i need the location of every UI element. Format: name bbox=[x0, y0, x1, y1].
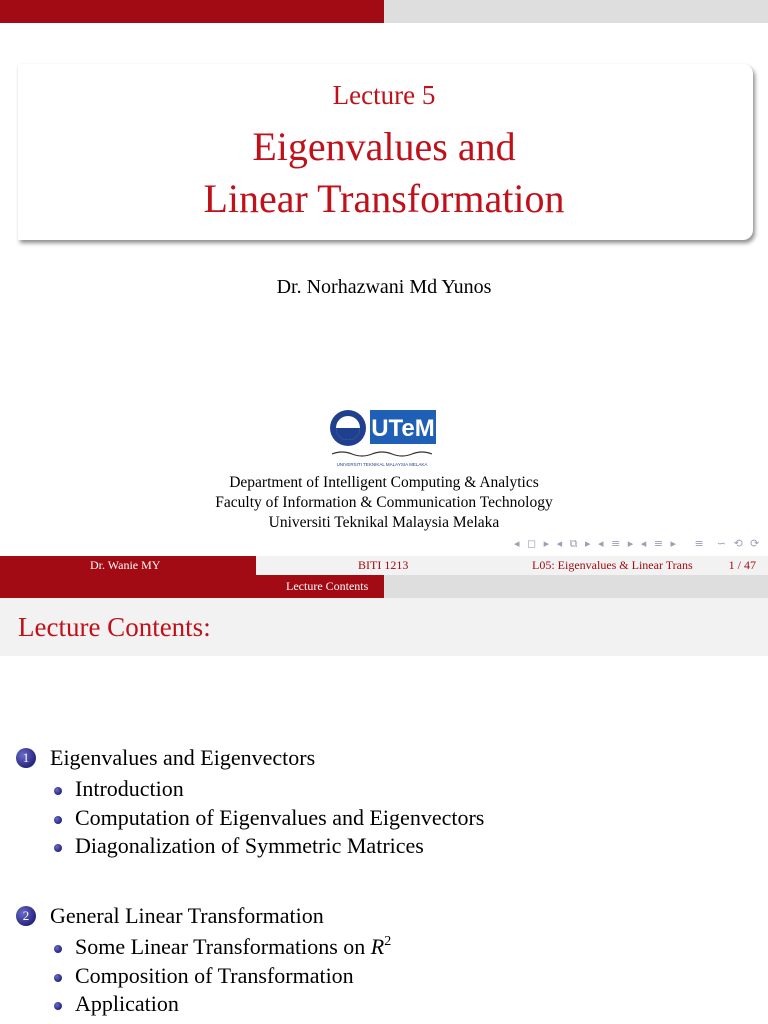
section-bar-right bbox=[384, 575, 768, 598]
section-navigation-label[interactable]: Lecture Contents bbox=[286, 579, 369, 593]
math-symbol: R bbox=[370, 934, 385, 959]
frame-title-bar bbox=[0, 598, 768, 656]
lecture-title bbox=[0, 121, 768, 225]
subsection-title: Diagonalization of Symmetric Matrices bbox=[75, 833, 424, 858]
toc-subsection[interactable] bbox=[16, 775, 736, 804]
logo-text: UTeM bbox=[371, 415, 435, 442]
subsection-title: Introduction bbox=[75, 776, 184, 801]
subsection-title: Computation of Eigenvalues and Eigenvectors bbox=[75, 804, 485, 830]
title-line-1: Eigenvalues and bbox=[252, 124, 516, 169]
author-name: Dr. Norhazwani Md Yunos bbox=[276, 276, 492, 298]
toc-subsection[interactable] bbox=[16, 933, 736, 962]
logo-subtext: UNIVERSITI TEKNIKAL MALAYSIA MELAKA bbox=[336, 462, 428, 467]
subsection-title: Composition of Transformation bbox=[75, 962, 354, 988]
lecture-number: Lecture 5 bbox=[332, 80, 436, 110]
section-number-badge: 2 bbox=[16, 906, 36, 926]
bullet-icon bbox=[54, 974, 62, 982]
toc-section-heading[interactable] bbox=[16, 743, 736, 775]
beamer-navigation-icons[interactable]: ◂ ◻ ▸ ◂ ⧉ ▸ ◂ ≡ ▸ ◂ ≡ ▸ ≡ ∽ ⟲ ⟳ bbox=[514, 537, 762, 550]
math-exponent: 2 bbox=[384, 934, 392, 949]
footer-author: Dr. Wanie MY bbox=[0, 556, 256, 575]
footer-lecture-title: L05: Eigenvalues & Linear Trans bbox=[532, 558, 693, 572]
toc-subsection[interactable] bbox=[16, 990, 736, 1019]
toc-section-2 bbox=[16, 901, 736, 1019]
frame-title: Lecture Contents: bbox=[18, 612, 211, 642]
section-title: Eigenvalues and Eigenvectors bbox=[50, 745, 316, 770]
toc-section-1 bbox=[16, 743, 736, 861]
toc-subsection[interactable] bbox=[16, 832, 736, 861]
university: Universiti Teknikal Malaysia Melaka bbox=[268, 514, 500, 531]
toc-section-heading[interactable] bbox=[16, 901, 736, 933]
bullet-icon bbox=[54, 816, 62, 824]
faculty: Faculty of Information & Communication Technology bbox=[215, 494, 553, 511]
toc-subsection[interactable] bbox=[16, 962, 736, 991]
department: Department of Intelligent Computing & Analytics bbox=[229, 474, 539, 491]
subsection-title: Application bbox=[75, 991, 179, 1016]
institution-block bbox=[0, 473, 768, 533]
header-bar-left bbox=[0, 0, 384, 23]
subsection-title: Some Linear Transformations on $R^2$ bbox=[75, 934, 392, 959]
utem-logo bbox=[326, 404, 438, 468]
section-title: General Linear Transformation bbox=[50, 903, 324, 928]
title-line-2: Linear Transformation bbox=[203, 176, 565, 221]
header-bar-right bbox=[384, 0, 768, 23]
bullet-icon bbox=[54, 1002, 62, 1010]
page-number: 1 / 47 bbox=[728, 558, 756, 572]
section-number-badge: 1 bbox=[16, 748, 36, 768]
bullet-icon bbox=[54, 945, 62, 953]
footer-lecture bbox=[512, 556, 768, 575]
footer-course: BITI 1213 bbox=[256, 556, 512, 575]
bullet-icon bbox=[54, 787, 62, 795]
toc-subsection[interactable] bbox=[16, 804, 736, 833]
bullet-icon bbox=[54, 844, 62, 852]
